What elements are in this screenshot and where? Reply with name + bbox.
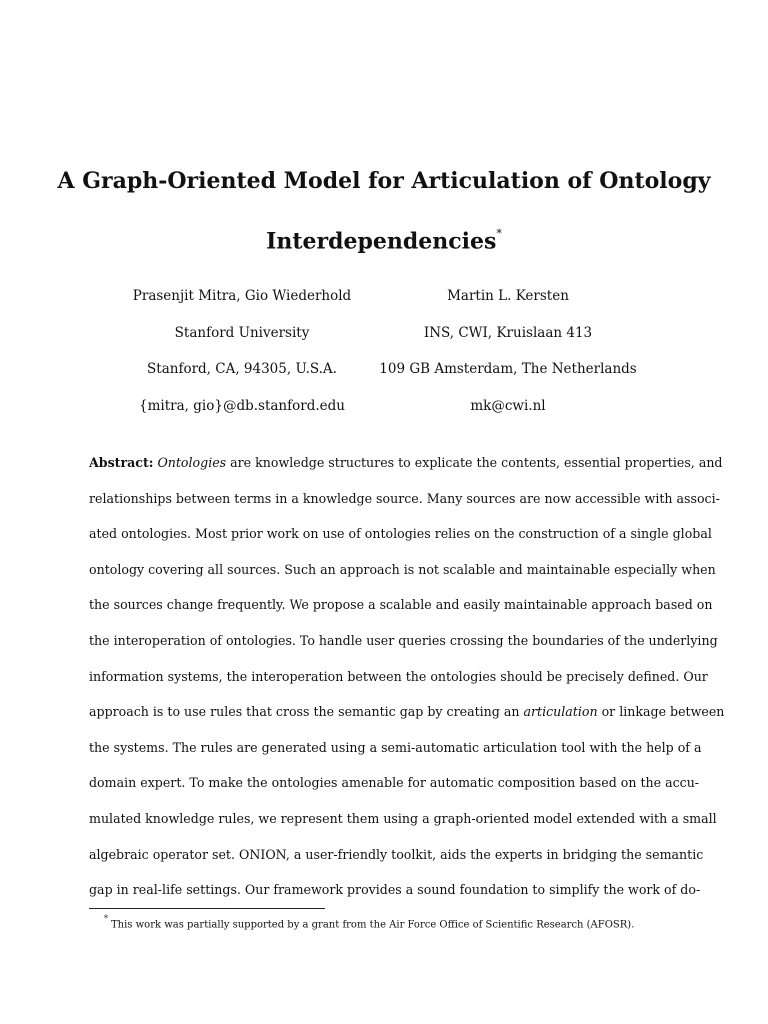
abstract-text: approach is to use rules that cross the semantic gap by creating an bbox=[89, 704, 524, 720]
abstract-line: domain expert. To make the ontologies amenable for automatic composition based on the accu- bbox=[89, 775, 700, 791]
abstract-emphasis: Ontologies bbox=[157, 455, 227, 470]
abstract-line: mulated knowledge rules, we represent them using a graph-oriented model extended with a small bbox=[89, 810, 717, 826]
abstract-line: the systems. The rules are generated using a semi-automatic articulation tool with the help of a bbox=[89, 739, 702, 755]
author-address: Stanford, CA, 94305, U.S.A. bbox=[147, 361, 337, 377]
abstract-line: ated ontologies. Most prior work on use of ontologies relies on the construction of a single global bbox=[89, 526, 712, 542]
author-institution: INS, CWI, Kruislaan 413 bbox=[423, 324, 593, 341]
footnote-divider bbox=[89, 908, 325, 909]
footnote-marker: * bbox=[104, 914, 108, 923]
abstract-line: ontology covering all sources. Such an approach is not scalable and maintainable especially when bbox=[89, 561, 716, 577]
author-address: 109 GB Amsterdam, The Netherlands bbox=[379, 361, 637, 377]
title-footnote-marker: * bbox=[496, 227, 502, 240]
author-names: Prasenjit Mitra, Gio Wiederhold bbox=[132, 288, 352, 304]
author-names: Martin L. Kersten bbox=[447, 288, 569, 304]
abstract-line: the sources change frequently. We propose a scalable and easily maintainable approach based on bbox=[89, 597, 713, 613]
abstract-line: relationships between terms in a knowledge source. Many sources are now accessible with associ- bbox=[89, 490, 720, 506]
paper-title-line-2 bbox=[0, 224, 768, 254]
abstract-line bbox=[89, 703, 725, 739]
abstract-line: the interoperation of ontologies. To handle user queries crossing the boundaries of the underlying bbox=[89, 632, 718, 648]
author-institution: Stanford University bbox=[174, 324, 310, 341]
abstract-text: are knowledge structures to explicate the contents, essential properties, and bbox=[226, 455, 723, 470]
author-email: mk@cwi.nl bbox=[470, 397, 546, 414]
paper-title-line-1: A Graph-Oriented Model for Articulation of Ontology bbox=[57, 168, 711, 194]
abstract-label: Abstract: bbox=[89, 455, 154, 470]
abstract-line: gap in real-life settings. Our framework provides a sound foundation to simplify the work of do- bbox=[89, 882, 701, 898]
footnote-text: This work was partially supported by a grant from the Air Force Office of Scientific Research (AFOSR). bbox=[111, 919, 635, 931]
abstract bbox=[89, 454, 725, 917]
abstract-line: information systems, the interoperation between the ontologies should be precisely defined. Our bbox=[89, 668, 708, 684]
author-email: {mitra, gio}@db.stanford.edu bbox=[139, 397, 345, 414]
footnote bbox=[104, 914, 634, 931]
abstract-emphasis: articulation bbox=[523, 704, 598, 720]
author-block-stanford bbox=[122, 287, 362, 433]
abstract-text: or linkage between bbox=[597, 704, 725, 720]
paper-title-text: Interdependencies bbox=[266, 228, 497, 255]
abstract-line bbox=[89, 454, 723, 490]
abstract-line: algebraic operator set. ONION, a user-friendly toolkit, aids the experts in bridging the semantic bbox=[89, 846, 704, 862]
author-block-cwi bbox=[375, 287, 641, 433]
